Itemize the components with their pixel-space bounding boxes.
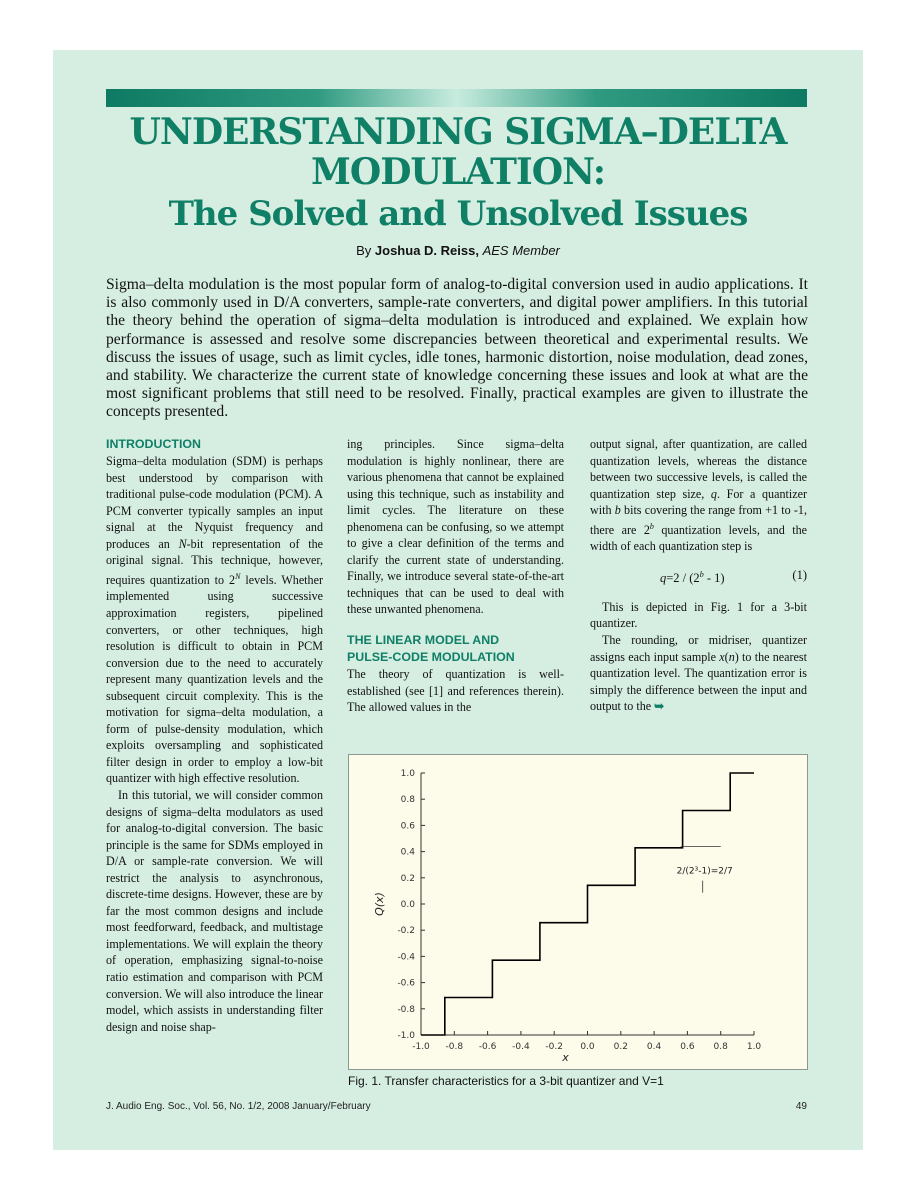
y-tick-label: 1.0	[400, 769, 415, 779]
text-run: )	[734, 649, 739, 664]
y-tick-label: -0.2	[397, 926, 415, 937]
figure-caption: Fig. 1. Transfer characteristics for a 3-bit quantizer and V=1	[348, 1074, 664, 1088]
section-heading-introduction: INTRODUCTION	[106, 437, 201, 451]
y-tick-label: -0.4	[397, 952, 415, 963]
header-bar	[106, 89, 807, 107]
paragraph: ing principles. Since sigma–delta modulation is highly nonlinear, there are various phenomena that cannot be explained using this technique, such as instability and limit cycles. The literature on these phenomena can be confusing, so we attempt to give a clear definition of the terms and clarify the current state of understanding. Finally, we introduce several state-of-the-art techniques that can be used to deal with these unwanted phenomena.	[347, 437, 564, 617]
text-run: -bit representation of the original signal. This technique, however, requires quantization to 2	[106, 536, 324, 587]
x-tick-label: -0.4	[512, 1042, 530, 1052]
text-run: N	[178, 536, 187, 551]
text-run: levels. Whether implemented using successive approximation registers, pipelined converters, or other techniques, high resolution is difficult to obtain in PCM conversion due to the need to accurately represent many quantization levels and the subsequent circuit complexity. This is the motivation for sigma–delta modulation, a form of pulse-density modulation, which exploits oversampling and sophisticated filter design in order to employ a low-bit quantizer with high effective resolution.	[106, 572, 323, 786]
x-tick-label: 0.0	[580, 1042, 595, 1052]
text-run: The rounding, or midriser, quantizer assigns each input sample	[590, 632, 807, 664]
y-tick-label: -0.8	[397, 1004, 415, 1015]
column-1	[106, 436, 323, 1035]
equation-part: b	[699, 569, 704, 579]
article-title	[53, 112, 863, 236]
paragraph	[106, 453, 323, 787]
equation-number: (1)	[792, 567, 807, 582]
x-tick-label: -0.8	[445, 1042, 464, 1052]
paragraph: The theory of quantization is well-established (see [1] and references therein). The allowed values in the	[347, 667, 564, 715]
quantizer-chart	[349, 755, 807, 1069]
equation-part: - 1)	[703, 571, 725, 586]
text-run: to the nearest quantization level. The quantization error is simply the difference between the input and output to the	[590, 649, 807, 714]
text-run: Sigma–delta modulation (SDM) is perhaps best understood by comparison with traditional pulse-code modulation (PCM). A PCM converter typically samples an input signal at the Nyquist frequency and produces an	[106, 454, 323, 551]
y-tick-label: 0.6	[400, 821, 415, 832]
abstract: Sigma–delta modulation is the most popular form of analog-to-digital conversion used in audio applications. It is also commonly used in D/A converters, sample-rate converters, and digital power amplifiers. In this tutorial the theory behind the operation of sigma–delta modulation is introduced and explained. We explain how performance is assessed and resolve some discrepancies between theoretical and experimental results. We discuss the issues of usage, such as limit cycles, idle tones, harmonic distortion, noise modulation, dead zones, and stability. We characterize the current state of knowledge concerning these issues and look at what are the most significant problems that still need to be resolved. Finally, practical examples are given to illustrate the concepts presented.	[106, 276, 808, 421]
author-name: Joshua D. Reiss,	[374, 243, 479, 258]
continue-arrow-icon: ➥	[654, 699, 665, 714]
text-run: b	[614, 503, 621, 518]
paragraph: In this tutorial, we will consider common designs of sigma–delta modulators as used for analog-to-digital conversion. The basic principle is the same for SDMs employed in D/A or sample-rate conversion. We will restrict the analysis to asynchronous, discrete-time designs. However, these are by far the most common designs and include most feedforward, feedback, and multistage implementations. We will explain the theory of operation, emphasizing signal-to-noise ratio estimation and comparison with PCM conversion. We will also introduce the linear model, which assists in understanding filter design and noise shap-	[106, 787, 323, 1034]
text-run: x	[719, 649, 725, 664]
equation-1	[590, 567, 807, 585]
x-tick-label: 0.4	[646, 1042, 662, 1052]
page-number: 49	[795, 1101, 807, 1112]
equation-part: =2 / (2	[666, 571, 700, 586]
byline	[53, 243, 863, 258]
text-run: output signal, after quantization, are called quantization levels, whereas the distance between two successive levels, is called the quantization step size,	[590, 437, 807, 501]
heading-line: THE LINEAR MODEL AND	[347, 633, 500, 648]
x-tick-label: 1.0	[746, 1042, 762, 1052]
text-run: (	[724, 649, 729, 664]
y-tick-label: 0.8	[400, 795, 415, 806]
author-role: AES Member	[482, 243, 560, 258]
y-tick-label: 0.4	[400, 847, 415, 858]
heading-line: PULSE-CODE MODULATION	[347, 650, 515, 665]
quantizer-step-line	[421, 773, 754, 1035]
paragraph	[590, 632, 807, 715]
x-tick-label: 0.8	[713, 1042, 728, 1052]
text-run: bits covering the range from +1 to -1, there are 2	[590, 503, 808, 537]
text-run: . For a quantizer with	[590, 486, 807, 518]
paragraph	[590, 436, 807, 555]
y-tick-label: 0.2	[400, 873, 415, 884]
y-tick-label: 0.0	[400, 900, 415, 910]
title-subtitle: The Solved and Unsolved Issues	[168, 194, 748, 234]
superscript: b	[649, 521, 654, 531]
title-line-2: MODULATION:	[311, 151, 605, 193]
text-run: quantization levels, and the width of each quantization step is	[590, 522, 807, 554]
footer-citation: J. Audio Eng. Soc., Vol. 56, No. 1/2, 2008 January/February	[106, 1101, 371, 1112]
page	[53, 50, 863, 1150]
x-tick-label: -1.0	[412, 1042, 430, 1052]
x-axis-label: x	[562, 1051, 569, 1064]
equation-expression	[660, 567, 725, 587]
x-tick-label: -0.2	[545, 1042, 563, 1052]
section-heading-linear-model	[347, 632, 564, 666]
title-line-1: UNDERSTANDING SIGMA–DELTA	[129, 111, 787, 153]
equation-part: q	[660, 571, 667, 586]
superscript: N	[235, 571, 241, 581]
paragraph: This is depicted in Fig. 1 for a 3-bit quantizer.	[590, 599, 807, 631]
y-tick-label: -1.0	[397, 1031, 415, 1041]
x-tick-label: -0.6	[478, 1042, 497, 1052]
text-run: q	[710, 486, 717, 501]
byline-prefix: By	[356, 243, 375, 258]
figure-1	[348, 754, 808, 1070]
y-axis-label: Q(x)	[373, 892, 386, 916]
column-2	[347, 436, 564, 716]
x-tick-label: 0.2	[613, 1042, 628, 1052]
text-run: n	[728, 649, 735, 664]
x-tick-label: 0.6	[680, 1042, 695, 1052]
step-size-annotation: 2/(2³-1)=2/7	[676, 866, 733, 877]
column-3	[590, 436, 807, 715]
y-tick-label: -0.6	[397, 978, 415, 989]
